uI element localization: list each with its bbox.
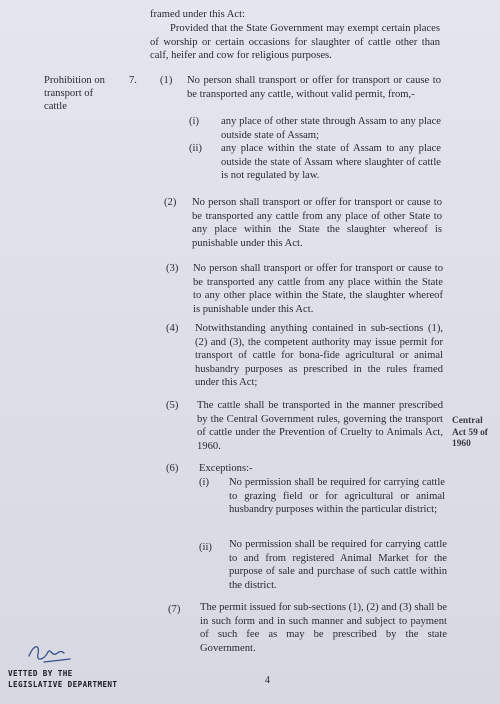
subsection-number: (2): [164, 197, 177, 208]
signature-mark: [26, 640, 74, 666]
stamp-line: VETTED BY THE: [8, 669, 73, 678]
stamp-line: LEGISLATIVE DEPARTMENT: [8, 680, 118, 689]
subsection-number: (5): [166, 400, 179, 411]
subsection-number: (3): [166, 263, 179, 274]
proviso-text: Provided that the State Government may exempt certain places of worship or certain occasions for slaughter of cattle other than calf, heifer and cow for religious purposes.: [150, 23, 440, 62]
clause-text: any place of other state through Assam to any place outside state of Assam;: [221, 116, 441, 141]
clause-number: (ii): [189, 143, 202, 154]
margin-note: Prohibition on transport of cattle: [44, 75, 105, 112]
clause-text: No permission shall be required for carrying cattle to grazing field or for agricultural or animal husbandry purposes within the particular district;: [229, 477, 445, 516]
clause-number: (i): [189, 116, 199, 127]
subsection-text: The permit issued for sub-sections (1), (2) and (3) shall be in such form and in such manner and subject to payment of such fee as may be prescribed by the state Government.: [200, 602, 447, 654]
section-number: 7.: [129, 75, 137, 86]
subsection-text: The cattle shall be transported in the manner prescribed by the Central Government rules, governing the transport of cattle under the Prevention of Cruelty to Animals Act, 1960.: [197, 400, 443, 452]
subsection-text: Exceptions:-: [199, 463, 253, 474]
page-number: 4: [265, 675, 270, 686]
subsection-number: (7): [168, 604, 181, 615]
clause-number: (ii): [199, 542, 212, 553]
preamble-line: framed under this Act:: [150, 9, 246, 20]
subsection-text: No person shall transport or offer for transport or cause to be transported any cattle, without valid permit, from,-: [187, 75, 441, 100]
subsection-text: No person shall transport or offer for transport or cause to be transported any cattle from any place of other State to any place within the State the slaughter whereof is punishable under this Act.: [192, 197, 442, 249]
clause-number: (i): [199, 477, 209, 488]
side-note: Central Act 59 of 1960: [452, 416, 488, 449]
clause-text: any place within the state of Assam to any place outside the state of Assam where slaughter of cattle is not regulated by law.: [221, 143, 441, 182]
vetted-stamp: [8, 668, 117, 690]
subsection-number: (1): [160, 75, 173, 86]
subsection-text: Notwithstanding anything contained in sub-sections (1), (2) and (3), the competent authority may issue permit for transport of cattle for bona-fide agricultural or animal husbandry purposes as prescribed in the rules framed under this Act;: [195, 323, 443, 389]
subsection-number: (6): [166, 463, 179, 474]
clause-text: No permission shall be required for carrying cattle to and from registered Animal Market for the purpose of sale and purchase of such cattle within the district.: [229, 539, 447, 591]
subsection-number: (4): [166, 323, 179, 334]
subsection-text: No person shall transport or offer for transport or cause to be transported any cattle from any place within the State to any other place within the State, the slaughter whereof is punishable under this Act.: [193, 263, 443, 315]
